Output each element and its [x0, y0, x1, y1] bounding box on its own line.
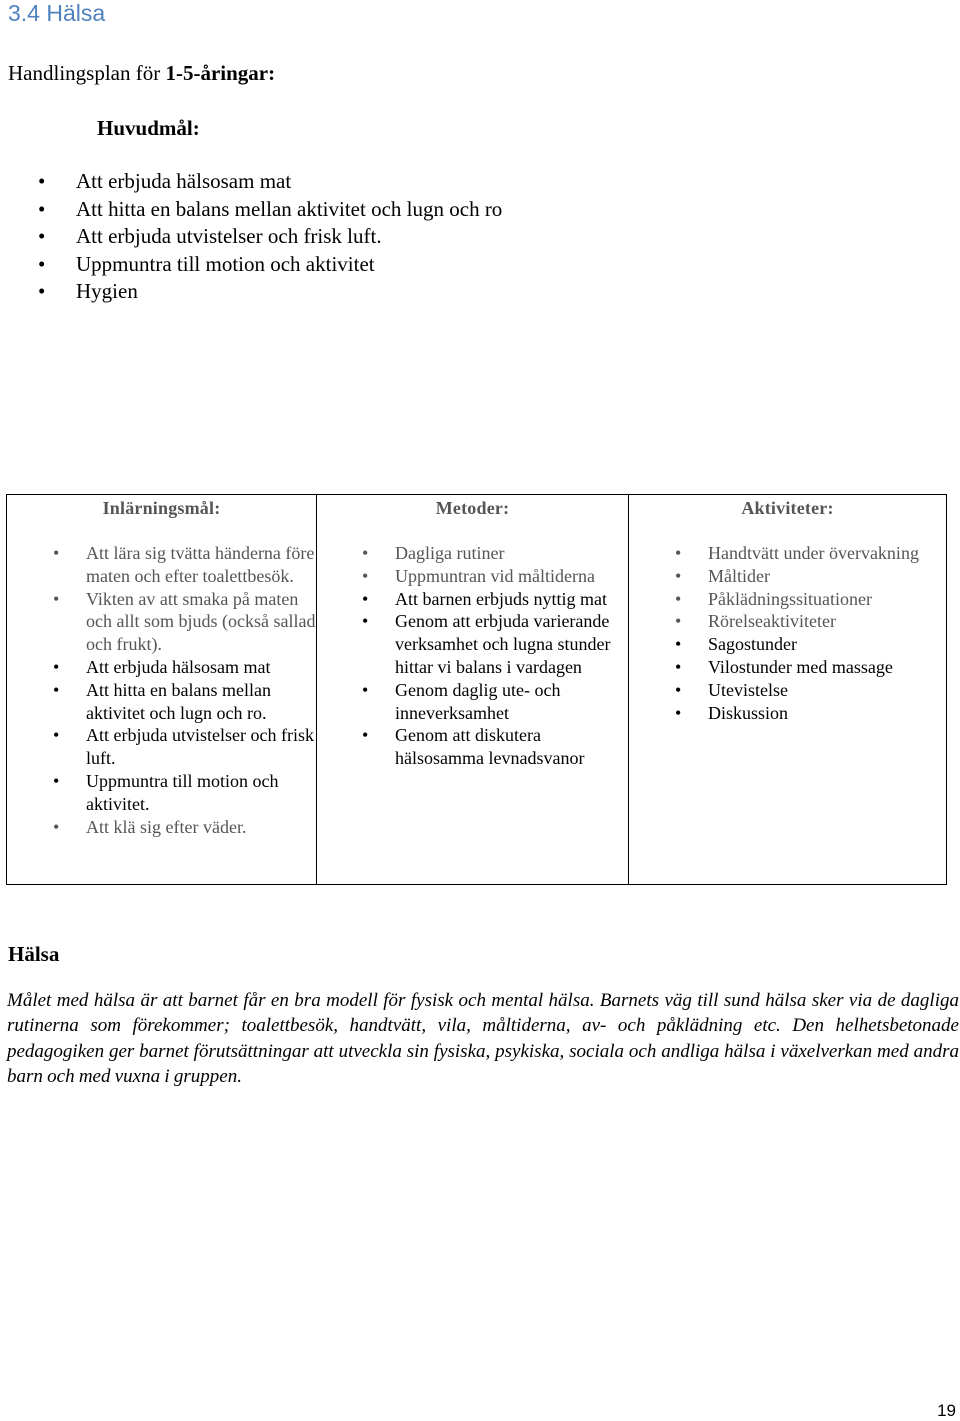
learning-goals-list — [7, 542, 316, 838]
plan-table — [6, 494, 947, 885]
learning-goal-item: • Uppmuntra till motion och aktivitet. — [7, 770, 316, 816]
activities-list — [629, 542, 919, 724]
learning-goals-column — [7, 495, 317, 884]
learning-goal-item: • Att hitta en balans mellan aktivitet och lugn och ro. — [7, 679, 316, 725]
method-item: • Uppmuntran vid måltiderna — [317, 565, 628, 588]
method-item: • Dagliga rutiner — [317, 542, 628, 565]
learning-goal-item: • Att erbjuda utvistelser och frisk luft. — [7, 724, 316, 770]
methods-header: Metoder: — [435, 498, 510, 518]
learning-goal-item: • Att lära sig tvätta händerna före maten och efter toalettbesök. — [7, 542, 316, 588]
activity-item: • Rörelseaktiviteter — [629, 610, 919, 633]
main-goals-heading: Huvudmål: — [97, 116, 200, 140]
activity-item: • Måltider — [629, 565, 919, 588]
main-goal-item: • Att erbjuda utvistelser och frisk luft. — [0, 223, 502, 251]
activities-column — [629, 495, 946, 884]
page-number: 19 — [937, 1401, 956, 1420]
activities-header: Aktiviteter: — [741, 498, 834, 518]
activity-item: • Diskussion — [629, 702, 919, 725]
halsa-heading: Hälsa — [8, 942, 60, 966]
plan-heading-age: 1-5-åringar: — [165, 61, 276, 85]
method-item: • Genom att erbjuda varierande verksamhet och lugna stunder hittar vi balans i vardagen — [317, 610, 628, 678]
learning-goal-item: • Att klä sig efter väder. — [7, 816, 316, 839]
main-goal-item: • Uppmuntra till motion och aktivitet — [0, 251, 502, 279]
activity-item: • Sagostunder — [629, 633, 919, 656]
section-title: 3.4 Hälsa — [8, 0, 106, 26]
method-item: • Genom att diskutera hälsosamma levnadsvanor — [317, 724, 628, 770]
plan-heading — [8, 61, 275, 86]
learning-goal-item: • Vikten av att smaka på maten och allt som bjuds (också sallad och frukt). — [7, 588, 316, 656]
halsa-paragraph: Målet med hälsa är att barnet får en bra modell för fysisk och mental hälsa. Barnets väg till sund hälsa sker via de dagliga rutinerna som förekommer; toalettbesök, handtvätt, vila, måltiderna, av- och påklädning etc. Den helhetsbetonade pedagogiken ger barnet förutsättningar att utveckla sin fysiska, psykiska, sociala och andliga hälsa i växelverkan med andra barn och med vuxna i gruppen. — [7, 990, 959, 1087]
method-item: • Att barnen erbjuds nyttig mat — [317, 588, 628, 611]
main-goals-list — [0, 168, 502, 306]
plan-heading-prefix: Handlingsplan för — [8, 61, 166, 85]
activity-item: • Påklädningssituationer — [629, 588, 919, 611]
method-item: • Genom daglig ute- och inneverksamhet — [317, 679, 628, 725]
learning-goals-header: Inlärningsmål: — [102, 498, 221, 518]
methods-column — [317, 495, 629, 884]
main-goal-item: • Att erbjuda hälsosam mat — [0, 168, 502, 196]
activity-item: • Utevistelse — [629, 679, 919, 702]
activity-item: • Handtvätt under övervakning — [629, 542, 919, 565]
main-goal-item: • Att hitta en balans mellan aktivitet och lugn och ro — [0, 196, 502, 224]
learning-goal-item: • Att erbjuda hälsosam mat — [7, 656, 316, 679]
main-goal-item: • Hygien — [0, 278, 502, 306]
activity-item: • Vilostunder med massage — [629, 656, 919, 679]
methods-list — [317, 542, 628, 770]
